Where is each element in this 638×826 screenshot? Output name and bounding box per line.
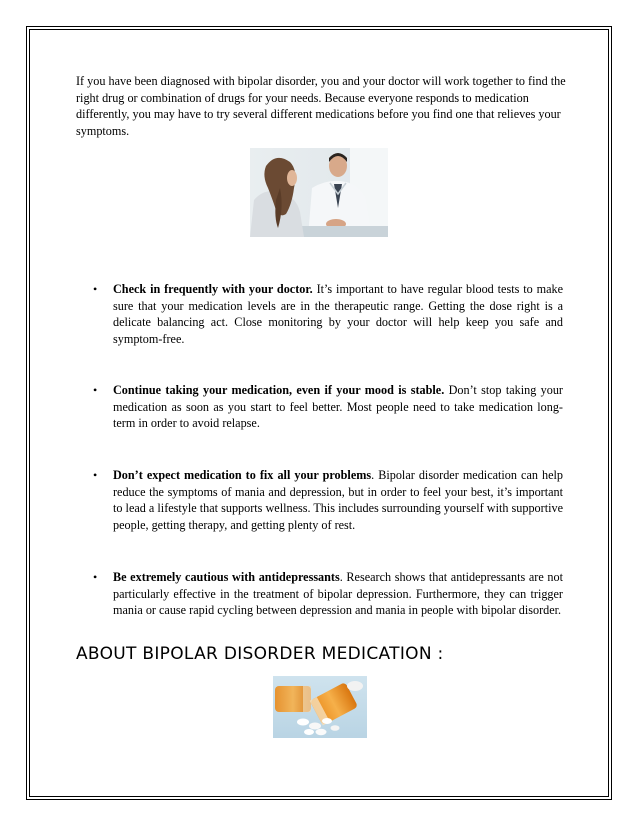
bullet-body: It’s important to have regular blood tests to make sure that your medication levels are in the therapeutic range. Getting the dose right is a delicate balancing act. Close monitoring by your doctor will help keep you safe and symptom-free.: [113, 282, 563, 346]
bullet-marker: •: [93, 383, 98, 397]
bullet-item-antidepressants: [93, 569, 563, 619]
bullet-body: . Research shows that antidepressants are not particularly effective in the treatment of bipolar depression. Furthermore, they can trigger mania or cause rapid cycling between depression and mania in people with bipolar disorder.: [113, 570, 563, 617]
bullet-heading: Continue taking your medication, even if your mood is stable.: [113, 383, 445, 397]
bullet-marker: •: [93, 570, 98, 584]
bullet-item-expectations: [93, 467, 563, 533]
bullet-item-continue-medication: [93, 382, 563, 432]
doctor-consultation-image: [250, 148, 388, 237]
section-heading: ABOUT BIPOLAR DISORDER MEDICATION :: [76, 644, 444, 664]
bullet-heading: Check in frequently with your doctor.: [113, 282, 313, 296]
bullet-body: Don’t stop taking your medication as soon as you start to feel better. Most people need to take medication long-term in order to avoid relapse.: [113, 383, 563, 430]
bullet-marker: •: [93, 282, 98, 296]
intro-paragraph: If you have been diagnosed with bipolar disorder, you and your doctor will work together to find the right drug or combination of drugs for your needs. Because everyone responds to medication differently, you may have to try several different medications before you find one that relieves your symptoms.: [76, 74, 566, 138]
bullet-body: . Bipolar disorder medication can help reduce the symptoms of mania and depression, but in order to feel your best, it’s important to lead a lifestyle that supports wellness. This includes surrounding yourself with supportive people, getting therapy, and getting plenty of rest.: [113, 468, 563, 532]
bullet-marker: •: [93, 468, 98, 482]
bullet-heading: Be extremely cautious with antidepressants: [113, 570, 340, 584]
bullet-heading: Don’t expect medication to fix all your problems: [113, 468, 372, 482]
bullet-item-check-in: [93, 281, 563, 347]
medication-image: [273, 676, 367, 738]
